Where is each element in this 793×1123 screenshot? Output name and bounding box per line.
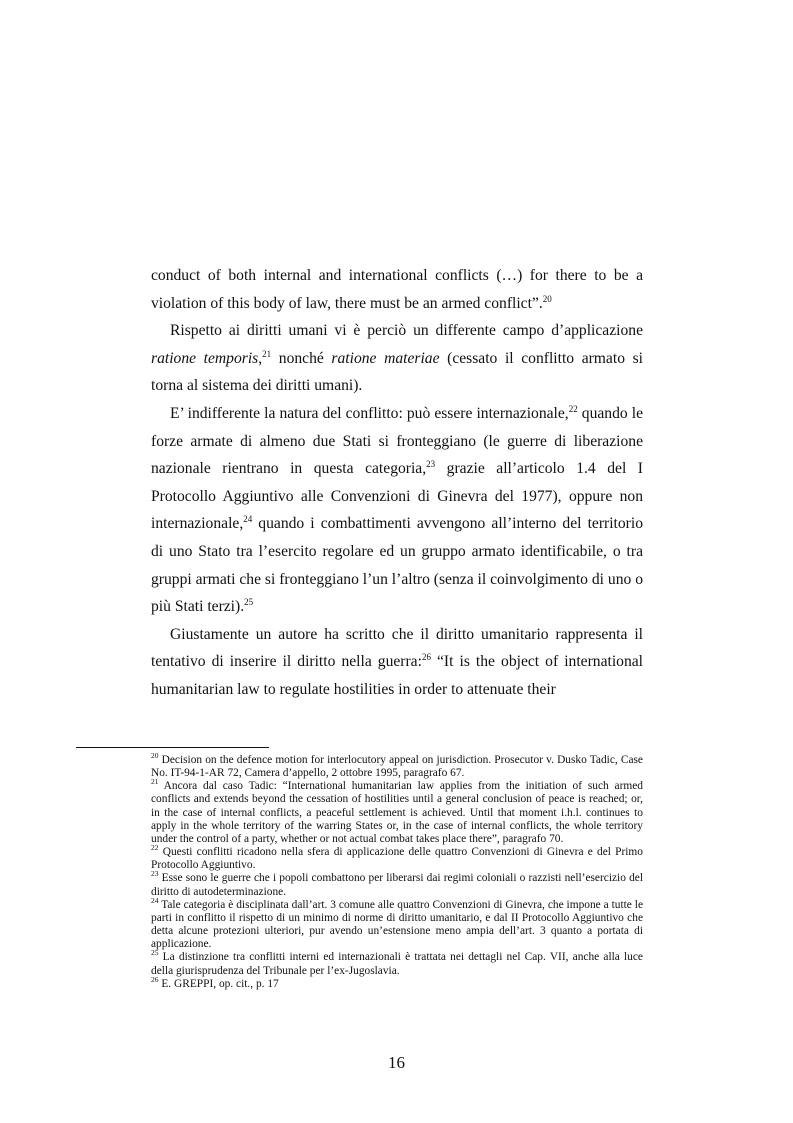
ratione-temporis-term: ratione temporis [151,349,259,367]
footnote-ref-24: 24 [243,514,253,525]
footnote-25 [151,948,643,977]
footnote-26 [151,974,643,991]
paragraph-2 [151,317,643,400]
footnote-22 [151,843,643,872]
footnote-separator [76,747,269,748]
footnote-text: E. GREPPI, op. cit., p. 17 [158,977,279,990]
paragraph-1-text: conduct of both internal and international conflicts (…) for there to be a violation of this body of law, there must be an armed conflict”. [151,267,643,312]
paragraph-1 [151,262,643,317]
paragraph-3-text-a: E’ indifferente la natura del conflitto: può essere internazionale, [170,404,569,422]
footnote-text: Decision on the defence motion for interlocutory appeal on jurisdiction. Prosecutor v. Dusko Tadic, Case No. IT-94-1-AR 72, Camera d’appello, 2 ottobre 1995, paragrafo 67. [151,754,643,780]
page-number: 16 [388,1053,405,1072]
footnote-number: 20 [151,751,159,761]
footnote-24 [151,895,643,952]
footnote-number: 26 [151,974,159,984]
footnote-text: Tale categoria è disciplinata dall’art. 3 comune alle quattro Convenzioni di Ginevra, che impone a tutte le parti in conflitto il rispetto di un minimo di norme di diritto umanitario, e dal II Protocollo Aggiuntivo che detta alcune protezioni ulteriori, pur avendo un’estensione meno ampia dell’art. 3 quanto a portata di applicazione. [151,898,643,951]
paragraph-3-text-c: grazie all’articolo 1.4 del I Protocollo Aggiuntivo alle Convenzioni di Ginevra del 1977), oppure non internazionale, [151,460,643,533]
footnote-21 [151,777,643,846]
footnote-number: 24 [151,895,159,905]
body-text [151,262,643,704]
paragraph-2-comma: , [258,349,263,367]
paragraph-4 [151,621,643,704]
footnote-ref-20: 20 [542,293,552,304]
footnote-ref-22: 22 [568,403,578,414]
paragraph-3-text-b: quando le forze armate di almeno due Stati si fronteggiano (le guerre di liberazione nazionale rientrano in questa categoria, [151,404,644,478]
paragraph-3-text-d: quando i combattimenti avvengono all’interno del territorio di uno Stato tra l’esercito regolare ed un gruppo armato identificabile, o tra gruppi armati che si fronteggiano l’un l’altro (senza il coinvolgimento di uno o più Stati terzi). [151,515,643,616]
paragraph-4-text-b: “It is the object of international humanitarian law to regulate hostilities in order to attenuate their [151,653,643,698]
paragraph-2-text-b: nonché [271,349,332,367]
footnote-text: Ancora dal caso Tadic: “International humanitarian law applies from the initiation of such armed conflicts and extends beyond the cessation of hostilities until a general conclusion of peace is reached; or, in the case of internal conflicts, a peaceful settlement is achieved. Until that moment i.h.l. continues to apply in the whole territory of the warring States or, in the case of internal conflicts, the whole territory under the control of a party, whether or not actual combat takes place there”, paragrafo 70. [151,780,643,845]
footnote-number: 21 [151,777,159,787]
footnote-text: La distinzione tra conflitti interni ed internazionali è trattata nei dettagli nel Cap. VII, anche alla luce della giurisprudenza del Tribunale per l’ex-Jugoslavia. [151,951,643,977]
footnote-text: Esse sono le guerre che i popoli combattono per liberarsi dai regimi coloniali o razzisti nell’esercizio del diritto di autodeterminazione. [151,872,643,898]
footnote-ref-21: 21 [262,348,272,359]
footnote-text: Questi conflitti ricadono nella sfera di applicazione delle quattro Convenzioni di Ginevra e del Primo Protocollo Aggiuntivo. [151,846,643,872]
footnote-number: 22 [151,843,159,853]
paragraph-4-text-a: Giustamente un autore ha scritto che il diritto umanitario rappresenta il tentativo di inserire il diritto nella guerra: [151,625,643,671]
paragraph-2-text-a: Rispetto ai diritti umani vi è perciò un differente campo d’applicazione [170,322,643,340]
footnotes [151,751,643,991]
ratione-materiae-term: ratione materiae [331,349,440,367]
footnote-number: 23 [151,869,159,879]
paragraph-3 [151,400,643,621]
footnote-number: 25 [151,948,159,958]
footnote-ref-25: 25 [244,596,254,607]
footnote-23 [151,869,643,898]
footnote-ref-26: 26 [421,652,431,663]
footnote-ref-23: 23 [426,458,436,469]
footnote-20 [151,751,643,780]
paragraph-2-text-c: (cessato il conflitto armato si torna al sistema dei diritti umani). [151,349,644,395]
